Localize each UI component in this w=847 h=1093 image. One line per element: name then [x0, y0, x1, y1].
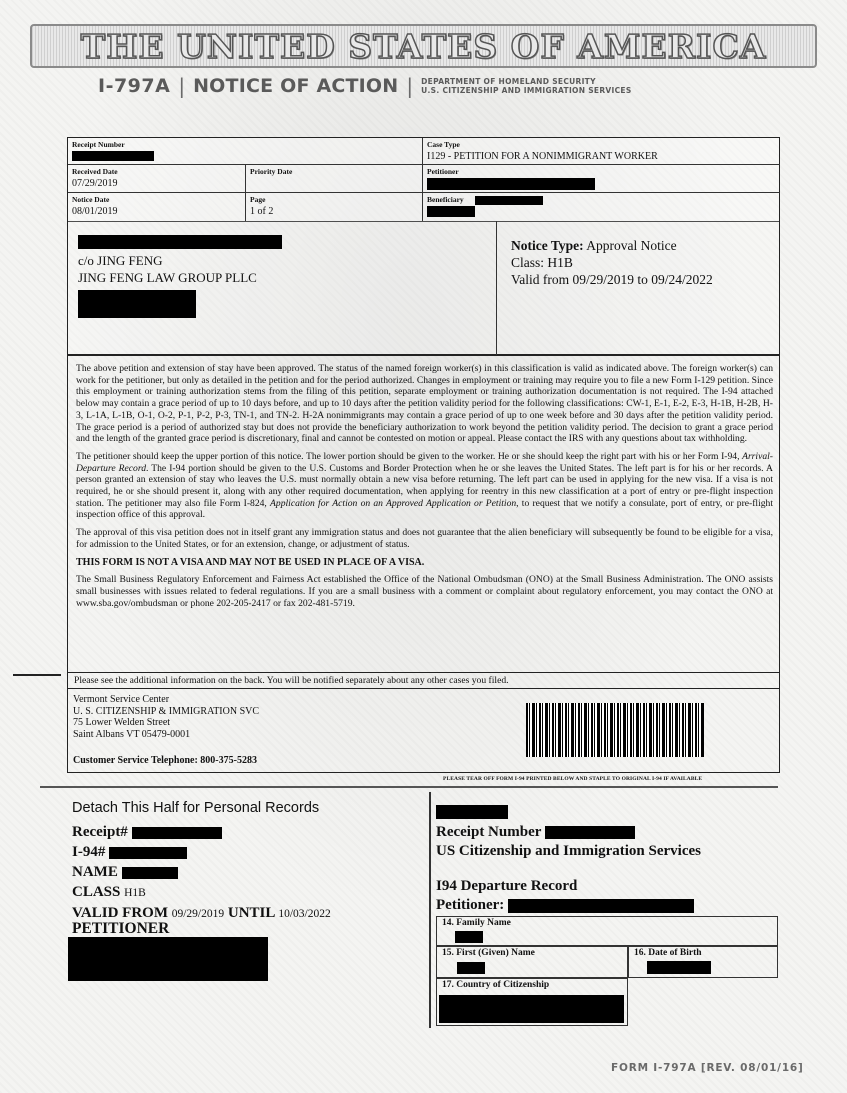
first-name-box — [436, 946, 628, 978]
class-line: Class: H1B — [511, 255, 573, 270]
redacted-i94-receipt — [545, 826, 635, 839]
service-center-line-2: U. S. CITIZENSHIP & IMMIGRATION SVC — [73, 705, 260, 717]
petitioner-label: Petitioner — [427, 167, 459, 176]
agency-line-1: DEPARTMENT OF HOMELAND SECURITY — [421, 77, 596, 86]
received-date-value: 07/29/2019 — [72, 178, 118, 189]
notice-type-label: Notice Type: — [511, 238, 584, 253]
not-a-visa-warning: THIS FORM IS NOT A VISA AND MAY NOT BE USED IN PLACE OF A VISA. — [76, 556, 425, 568]
fold-mark — [13, 674, 61, 676]
redacted-i94-number — [436, 805, 508, 819]
case-info-table — [67, 137, 780, 222]
validity-line: Valid from 09/29/2019 to 09/24/2022 — [511, 272, 713, 287]
stub-class-row — [72, 882, 331, 903]
i94-section — [436, 823, 778, 915]
stub-divider — [429, 792, 431, 1028]
citizenship-label: 17. Country of Citizenship — [442, 980, 550, 990]
stub-i94-row — [72, 842, 331, 862]
i94-petitioner-row — [436, 896, 778, 915]
tear-line — [40, 786, 778, 788]
redacted-stub-receipt — [132, 827, 222, 839]
p2-part-a: The petitioner should keep the upper portion of this notice. The lower portion should be given to the worker. He or she should keep the right part with his or her Form I-94, — [76, 450, 743, 462]
p2-application-title: Application for Action on an Approved Application or Petition — [270, 497, 517, 509]
redacted-citizenship — [439, 995, 624, 1023]
service-center-line-3: 75 Lower Welden Street — [73, 717, 171, 729]
stub-class-value: H1B — [124, 887, 146, 899]
redacted-petitioner — [427, 178, 595, 190]
body-paragraph-2 — [76, 451, 773, 521]
i94-agency: US Citizenship and Immigration Services — [436, 843, 702, 859]
redacted-stub-petitioner — [68, 937, 268, 981]
service-center-line-1: Vermont Service Center — [73, 694, 170, 705]
stub-until-value: 10/03/2022 — [278, 908, 331, 920]
body-paragraph-5: The Small Business Regulatory Enforcement and Fairness Act established the Office of the National Ombudsman (ONO) at the Small Business Administration. The ONO assists small businesses with issues related to federal regulations. If you are a small business with a comment or complaint about regulatory enforcement, you may contact the ONO at www.sba.gov/ombudsman or phone 202-205-2417 or fax 202-481-5719. — [76, 574, 773, 609]
barcode — [526, 703, 704, 757]
stub-valid-from-value: 09/29/2019 — [171, 908, 225, 920]
usa-banner — [30, 24, 817, 68]
dob-box — [628, 946, 778, 978]
case-type-value: I129 - PETITION FOR A NONIMMIGRANT WORKER — [427, 151, 658, 162]
dob-label: 16. Date of Birth — [634, 948, 702, 958]
received-date-label: Received Date — [72, 167, 118, 176]
stub-i94-label: I-94# — [72, 844, 106, 860]
service-center-line-4: Saint Albans VT 05479-0001 — [73, 729, 191, 741]
stub-name-label: NAME — [72, 864, 118, 880]
header-separator: | — [178, 74, 186, 98]
notice-date-cell — [68, 193, 246, 221]
i94-receipt-row — [436, 823, 778, 842]
notice-header — [98, 72, 632, 100]
stub-title: Detach This Half for Personal Records — [72, 800, 320, 816]
i94-petitioner-label: Petitioner: — [436, 897, 505, 913]
redacted-stub-name — [122, 867, 178, 879]
citizenship-box — [436, 978, 628, 1026]
notice-title: NOTICE OF ACTION — [193, 75, 399, 97]
notice-date-value: 08/01/2019 — [72, 206, 118, 217]
beneficiary-label: Beneficiary — [427, 195, 464, 204]
petitioner-cell — [423, 165, 780, 193]
p2-part-c: . The I-94 portion should be given to the U.S. Customs and Border Protection when he or she leaves the United States. The left part is for his or her records. A person granted an extension of stay who leaves the U.S. must normally obtain a new visa before returning. The left part can be used in applying for the new visa. If a visa is not required, he or she should present it, along with any other required documentation, when applying for reentry in this new classification at a port of entry or pre-flight inspection station. The petitioner may also file Form I-824, — [76, 462, 773, 509]
notice-body — [67, 355, 780, 673]
receipt-number-label: Receipt Number — [72, 140, 125, 149]
redacted-stub-i94 — [109, 847, 187, 859]
body-paragraph-3: The approval of this visa petition does not in itself grant any immigration status and does not guarantee that the alien beneficiary will subsequently be found to be eligible for a visa, for admission to the United States, or for an extension, change, or adjustment of status. — [76, 527, 773, 550]
page-value: 1 of 2 — [250, 206, 274, 217]
banner-text: THE UNITED STATES OF AMERICA — [80, 26, 767, 66]
page-cell — [246, 193, 423, 221]
stub-petitioner-label: PETITIONER — [72, 920, 170, 937]
family-name-box — [436, 916, 778, 946]
i94-departure-record: I94 Departure Record — [436, 878, 578, 894]
redacted-beneficiary-1 — [475, 196, 543, 205]
body-paragraph-1: The above petition and extension of stay have been approved. The status of the named foreign worker(s) in this classification is valid as indicated above. The foreign worker(s) can work for the petitioner, but only as detailed in the petition and for the period authorized. Changes in employment or training may require you to file a new Form I-129 petition. Since this employment or training authorization stems from the filing of this petition, separate employment or training authorization documentation is not required. The I-94 attached below may contain a grace period of up to 10 days before, and up to 10 days after the petition validity period for the following classifications: CW-1, E-1, E-2, E-3, H-1B, H-2B, H-3, L-1A, L-1B, O-1, O-2, P-1, P-2, P-3, TN-1, and TN-2. H-2A nonimmigrants may contain a grace period of up to one week before and 30 days after the petition validity period. The grace period is a period of authorized stay but does not provide the beneficiary authorization to work beyond the petition validity period. The decision to grant a grace period and the length of the granted grace period is discretionary, final and cannot be contested on motion or appeal. Please contact the IRS with any questions about tax withholding. — [76, 363, 773, 445]
family-name-label: 14. Family Name — [442, 918, 511, 928]
case-type-cell — [423, 138, 780, 165]
customer-service-phone: Customer Service Telephone: 800-375-5283 — [73, 755, 257, 766]
p2-arrival-departure: Arrival-Departure Record — [76, 450, 773, 474]
notice-type-block — [496, 221, 781, 355]
address-line-2: JING FENG LAW GROUP PLLC — [78, 269, 257, 285]
redacted-first-name — [457, 962, 485, 974]
redacted-beneficiary-2 — [427, 206, 475, 217]
additional-info: Please see the additional information on the back. You will be notified separately about any other cases you filed. — [67, 673, 780, 689]
notice-date-label: Notice Date — [72, 195, 110, 204]
receipt-number-cell — [68, 138, 423, 165]
priority-date-cell — [246, 165, 423, 193]
redacted-street-address — [78, 290, 196, 318]
form-code: I-797A — [98, 75, 171, 97]
agency-line-2: U.S. CITIZENSHIP AND IMMIGRATION SERVICES — [421, 86, 632, 95]
redacted-dob — [647, 961, 711, 974]
service-center-address — [73, 694, 259, 741]
service-center-section — [67, 689, 780, 773]
redacted-i94-petitioner — [508, 899, 694, 913]
received-date-cell — [68, 165, 246, 193]
stub-name-row — [72, 862, 331, 882]
page-label: Page — [250, 195, 266, 204]
priority-date-label: Priority Date — [250, 167, 293, 176]
i94-receipt-label: Receipt Number — [436, 824, 542, 840]
redacted-family-name — [455, 931, 483, 943]
stub-until-label: UNTIL — [227, 905, 275, 921]
case-type-label: Case Type — [427, 140, 460, 149]
first-name-label: 15. First (Given) Name — [442, 948, 535, 958]
stub-receipt-label: Receipt# — [72, 824, 128, 840]
beneficiary-cell — [423, 193, 780, 221]
tear-off-instruction: PLEASE TEAR OFF FORM I-94 PRINTED BELOW AND STAPLE TO ORIGINAL I-94 IF AVAILABLE — [443, 776, 703, 782]
agency-name — [421, 77, 631, 95]
mailing-address — [78, 235, 282, 318]
redacted-addressee — [78, 235, 282, 249]
address-notice-section — [67, 221, 780, 355]
notice-type-value: Approval Notice — [586, 238, 677, 253]
stub-receipt-row — [72, 822, 331, 842]
redacted-receipt-number — [72, 151, 154, 161]
stub-valid-from-label: VALID FROM — [72, 905, 168, 921]
address-line-1: c/o JING FENG — [78, 253, 163, 268]
personal-records-stub — [72, 800, 331, 924]
header-separator-2: | — [406, 74, 414, 98]
p2-part-e: , to request that we notify a consulate, port of entry, or pre-flight inspection office of this approval. — [76, 497, 774, 521]
form-revision: FORM I-797A [REV. 08/01/16] — [611, 1062, 804, 1074]
stub-class-label: CLASS — [72, 884, 121, 900]
